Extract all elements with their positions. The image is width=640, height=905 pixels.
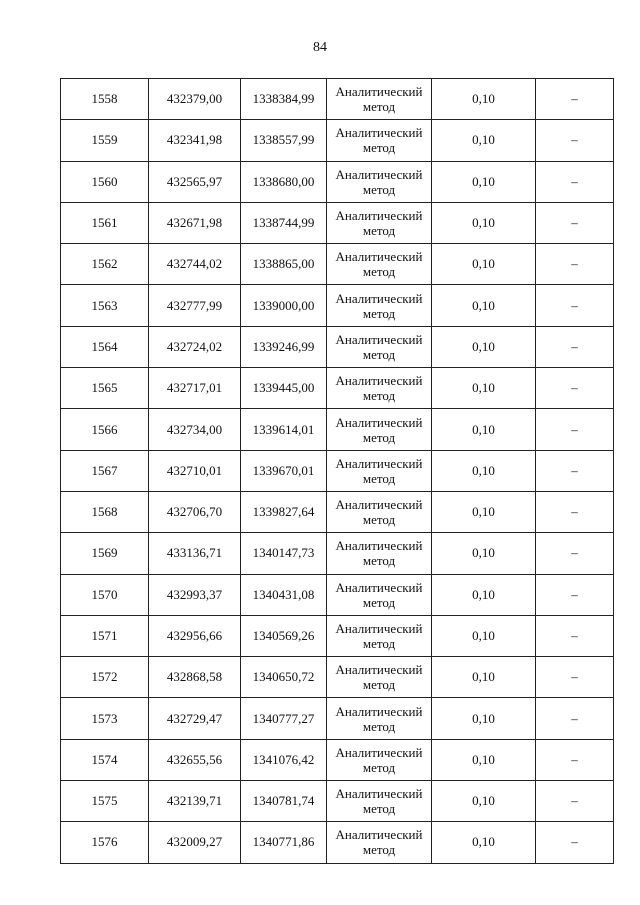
x-coordinate-cell: 432379,00 — [149, 79, 241, 120]
y-coordinate-cell: 1339445,00 — [241, 368, 327, 409]
point-number-cell: 1558 — [61, 79, 149, 120]
accuracy-cell: 0,10 — [432, 657, 536, 698]
point-number-cell: 1568 — [61, 491, 149, 532]
table-row — [61, 657, 614, 698]
x-coordinate-cell: 432724,02 — [149, 326, 241, 367]
y-coordinate-cell: 1340771,86 — [241, 822, 327, 863]
x-coordinate-cell: 432565,97 — [149, 161, 241, 202]
y-coordinate-cell: 1338744,99 — [241, 202, 327, 243]
y-coordinate-cell: 1339246,99 — [241, 326, 327, 367]
note-cell: – — [536, 657, 614, 698]
accuracy-cell: 0,10 — [432, 409, 536, 450]
note-cell: – — [536, 533, 614, 574]
method-line-1: Аналитический — [335, 373, 423, 389]
y-coordinate-cell: 1340781,74 — [241, 781, 327, 822]
accuracy-cell: 0,10 — [432, 326, 536, 367]
method-line-2: метод — [362, 140, 396, 156]
x-coordinate-cell: 432009,27 — [149, 822, 241, 863]
method-line-2: метод — [362, 842, 396, 858]
method-line-2: метод — [362, 718, 396, 734]
point-number-cell: 1570 — [61, 574, 149, 615]
point-number-cell: 1564 — [61, 326, 149, 367]
method-line-2: метод — [362, 346, 396, 362]
note-cell: – — [536, 79, 614, 120]
note-cell: – — [536, 450, 614, 491]
y-coordinate-cell: 1338865,00 — [241, 244, 327, 285]
y-coordinate-cell: 1339827,64 — [241, 491, 327, 532]
method-line-2: метод — [362, 429, 396, 445]
x-coordinate-cell: 432671,98 — [149, 202, 241, 243]
note-cell: – — [536, 368, 614, 409]
note-cell: – — [536, 409, 614, 450]
x-coordinate-cell: 432717,01 — [149, 368, 241, 409]
method-line-2: метод — [362, 470, 396, 486]
method-line-2: метод — [362, 801, 396, 817]
method-line-1: Аналитический — [335, 744, 423, 760]
accuracy-cell: 0,10 — [432, 574, 536, 615]
table-row — [61, 79, 614, 120]
point-number-cell: 1573 — [61, 698, 149, 739]
method-line-1: Аналитический — [335, 208, 423, 224]
method-cell — [327, 244, 432, 285]
point-number-cell: 1574 — [61, 739, 149, 780]
y-coordinate-cell: 1339670,01 — [241, 450, 327, 491]
table-row — [61, 450, 614, 491]
table-row — [61, 491, 614, 532]
x-coordinate-cell: 432777,99 — [149, 285, 241, 326]
accuracy-cell: 0,10 — [432, 450, 536, 491]
method-cell — [327, 781, 432, 822]
point-number-cell: 1560 — [61, 161, 149, 202]
x-coordinate-cell: 432655,56 — [149, 739, 241, 780]
method-line-1: Аналитический — [335, 538, 423, 554]
note-cell: – — [536, 739, 614, 780]
method-cell — [327, 285, 432, 326]
method-cell — [327, 657, 432, 698]
method-cell — [327, 698, 432, 739]
y-coordinate-cell: 1340777,27 — [241, 698, 327, 739]
note-cell: – — [536, 491, 614, 532]
note-cell: – — [536, 781, 614, 822]
table-row — [61, 533, 614, 574]
method-line-2: метод — [362, 512, 396, 528]
method-line-1: Аналитический — [335, 827, 423, 843]
accuracy-cell: 0,10 — [432, 739, 536, 780]
y-coordinate-cell: 1339000,00 — [241, 285, 327, 326]
point-number-cell: 1575 — [61, 781, 149, 822]
x-coordinate-cell: 432710,01 — [149, 450, 241, 491]
note-cell: – — [536, 244, 614, 285]
method-line-1: Аналитический — [335, 414, 423, 430]
coordinates-table — [60, 78, 614, 864]
point-number-cell: 1566 — [61, 409, 149, 450]
method-line-2: метод — [362, 594, 396, 610]
table-row — [61, 120, 614, 161]
method-line-2: метод — [362, 553, 396, 569]
x-coordinate-cell: 432734,00 — [149, 409, 241, 450]
method-cell — [327, 533, 432, 574]
method-cell — [327, 491, 432, 532]
method-line-1: Аналитический — [335, 786, 423, 802]
method-line-2: метод — [362, 223, 396, 239]
table-row — [61, 822, 614, 863]
note-cell: – — [536, 698, 614, 739]
method-line-2: метод — [362, 305, 396, 321]
note-cell: – — [536, 161, 614, 202]
method-cell — [327, 368, 432, 409]
accuracy-cell: 0,10 — [432, 244, 536, 285]
y-coordinate-cell: 1340147,73 — [241, 533, 327, 574]
point-number-cell: 1559 — [61, 120, 149, 161]
method-line-1: Аналитический — [335, 455, 423, 471]
note-cell: – — [536, 615, 614, 656]
method-line-2: метод — [362, 181, 396, 197]
method-line-1: Аналитический — [335, 579, 423, 595]
accuracy-cell: 0,10 — [432, 285, 536, 326]
method-line-1: Аналитический — [335, 125, 423, 141]
table-row — [61, 781, 614, 822]
y-coordinate-cell: 1339614,01 — [241, 409, 327, 450]
accuracy-cell: 0,10 — [432, 161, 536, 202]
point-number-cell: 1562 — [61, 244, 149, 285]
x-coordinate-cell: 433136,71 — [149, 533, 241, 574]
y-coordinate-cell: 1340569,26 — [241, 615, 327, 656]
table-row — [61, 739, 614, 780]
x-coordinate-cell: 432706,70 — [149, 491, 241, 532]
table-row — [61, 285, 614, 326]
note-cell: – — [536, 120, 614, 161]
accuracy-cell: 0,10 — [432, 533, 536, 574]
y-coordinate-cell: 1338384,99 — [241, 79, 327, 120]
point-number-cell: 1563 — [61, 285, 149, 326]
note-cell: – — [536, 326, 614, 367]
method-line-1: Аналитический — [335, 621, 423, 636]
method-line-2: метод — [362, 99, 396, 115]
note-cell: – — [536, 822, 614, 863]
method-cell — [327, 79, 432, 120]
method-line-2: метод — [362, 677, 396, 693]
y-coordinate-cell: 1338557,99 — [241, 120, 327, 161]
x-coordinate-cell: 432956,66 — [149, 615, 241, 656]
method-cell — [327, 615, 432, 656]
note-cell: – — [536, 574, 614, 615]
method-line-1: Аналитический — [335, 662, 423, 678]
method-cell — [327, 739, 432, 780]
method-line-1: Аналитический — [335, 166, 423, 182]
table-body — [61, 79, 614, 864]
table-row — [61, 244, 614, 285]
accuracy-cell: 0,10 — [432, 781, 536, 822]
accuracy-cell: 0,10 — [432, 615, 536, 656]
method-line-2: метод — [362, 636, 396, 651]
x-coordinate-cell: 432139,71 — [149, 781, 241, 822]
method-line-1: Аналитический — [335, 84, 423, 100]
method-line-1: Аналитический — [335, 703, 423, 719]
y-coordinate-cell: 1338680,00 — [241, 161, 327, 202]
point-number-cell: 1567 — [61, 450, 149, 491]
method-line-2: метод — [362, 264, 396, 280]
accuracy-cell: 0,10 — [432, 120, 536, 161]
table-row — [61, 698, 614, 739]
method-cell — [327, 574, 432, 615]
x-coordinate-cell: 432341,98 — [149, 120, 241, 161]
table-row — [61, 202, 614, 243]
method-line-1: Аналитический — [335, 249, 423, 265]
point-number-cell: 1561 — [61, 202, 149, 243]
table-row — [61, 326, 614, 367]
y-coordinate-cell: 1341076,42 — [241, 739, 327, 780]
method-cell — [327, 120, 432, 161]
point-number-cell: 1576 — [61, 822, 149, 863]
x-coordinate-cell: 432729,47 — [149, 698, 241, 739]
method-cell — [327, 450, 432, 491]
note-cell: – — [536, 202, 614, 243]
method-line-1: Аналитический — [335, 331, 423, 347]
method-line-2: метод — [362, 388, 396, 404]
method-line-1: Аналитический — [335, 497, 423, 513]
table-row — [61, 574, 614, 615]
accuracy-cell: 0,10 — [432, 202, 536, 243]
method-cell — [327, 161, 432, 202]
note-cell: – — [536, 285, 614, 326]
x-coordinate-cell: 432744,02 — [149, 244, 241, 285]
table-row — [61, 409, 614, 450]
accuracy-cell: 0,10 — [432, 822, 536, 863]
accuracy-cell: 0,10 — [432, 368, 536, 409]
page-number: 84 — [313, 40, 327, 55]
method-cell — [327, 202, 432, 243]
table-row — [61, 368, 614, 409]
method-line-2: метод — [362, 759, 396, 775]
x-coordinate-cell: 432993,37 — [149, 574, 241, 615]
accuracy-cell: 0,10 — [432, 79, 536, 120]
y-coordinate-cell: 1340650,72 — [241, 657, 327, 698]
table-row — [61, 615, 614, 656]
method-line-1: Аналитический — [335, 290, 423, 306]
x-coordinate-cell: 432868,58 — [149, 657, 241, 698]
method-cell — [327, 822, 432, 863]
method-cell — [327, 326, 432, 367]
point-number-cell: 1565 — [61, 368, 149, 409]
point-number-cell: 1571 — [61, 615, 149, 656]
table-row — [61, 161, 614, 202]
accuracy-cell: 0,10 — [432, 491, 536, 532]
accuracy-cell: 0,10 — [432, 698, 536, 739]
method-cell — [327, 409, 432, 450]
point-number-cell: 1572 — [61, 657, 149, 698]
point-number-cell: 1569 — [61, 533, 149, 574]
y-coordinate-cell: 1340431,08 — [241, 574, 327, 615]
